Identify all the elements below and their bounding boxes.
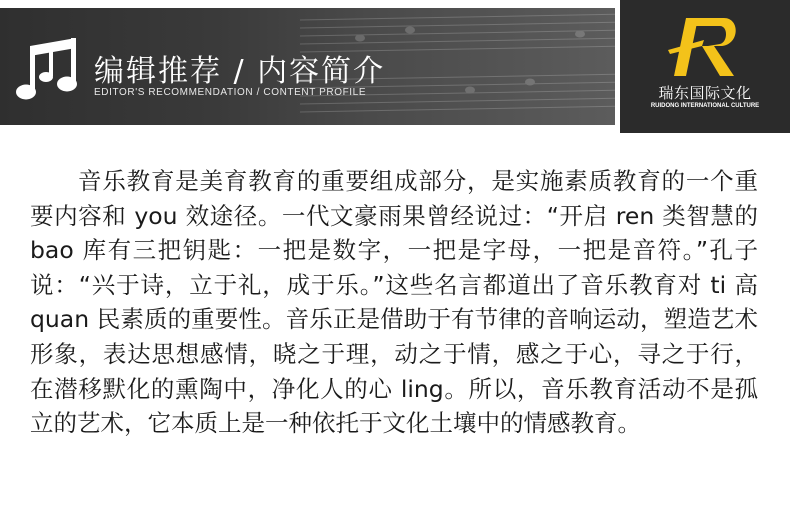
banner-title: 编辑推荐 / 内容简介 (94, 54, 386, 89)
article-body: 音乐教育是美育教育的重要组成部分，是实施素质教育的一个重要内容和 you 效途径。一代文豪雨果曾经说过：“开启 ren 类智慧的 bao 库有三把钥匙：一把是数字，一把是字母，一把是音符。”孔子说：“兴于诗，立于礼，成于乐。”这些名言都道出了音乐教育对 ti 高 quan 民素质的重要性。音乐正是借助于有节律的音响运动，塑造艺术形象，表达思想感情，晓之于理，动之于情，感之于心，寻之于行，在潜移默化的熏陶中，净化人的心 ling。所以，音乐教育活动不是孤立的艺术，它本质上是一种依托于文化土壤中的情感教育。 (30, 167, 758, 438)
brand-name: 瑞东国际文化 (658, 84, 752, 102)
brand-logo-r-icon (664, 14, 744, 80)
brand-panel (620, 0, 790, 133)
banner-dark-panel (0, 8, 615, 125)
music-notes-icon (16, 38, 78, 104)
header-banner (0, 0, 790, 133)
banner-subtitle: EDITOR'S RECOMMENDATION / CONTENT PROFILE (94, 87, 367, 98)
brand-name-english: RUIDONG INTERNATIONAL CULTURE (650, 103, 760, 109)
